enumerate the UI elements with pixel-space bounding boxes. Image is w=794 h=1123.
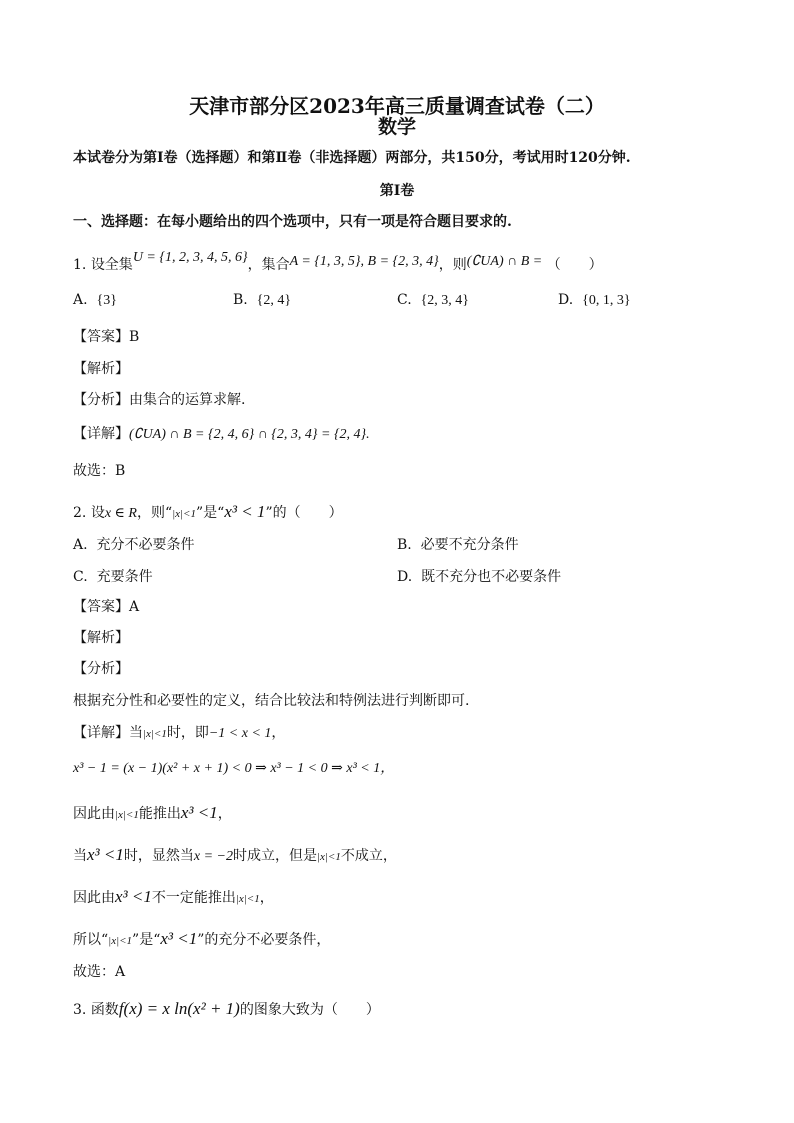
- option-key: B.: [233, 292, 248, 308]
- q3-text-a: 函数: [90, 1002, 119, 1018]
- q1-stem: [73, 250, 603, 273]
- q1-text-a: 设全集: [90, 257, 133, 273]
- detail-text: ，: [217, 806, 232, 822]
- fenxi-label: 【分析】: [73, 392, 129, 408]
- option-key: D.: [397, 569, 413, 585]
- q1-fenxi: [73, 393, 245, 407]
- detail-expr: |x|<1: [115, 809, 139, 821]
- q3-number: 3.: [73, 1002, 87, 1018]
- fenxi-text: 由集合的运算求解.: [129, 392, 246, 408]
- option-key: D.: [558, 292, 574, 308]
- q2-choose: [73, 965, 125, 979]
- choose-value: A: [115, 964, 126, 980]
- answer-value: A: [129, 599, 140, 615]
- q2-option-a: [73, 538, 194, 552]
- q1-analysis-label: 【解析】: [73, 361, 129, 377]
- choose-value: B: [115, 463, 126, 479]
- exam-intro: 本试卷分为第Ⅰ卷（选择题）和第Ⅱ卷（非选择题）两部分，共150分，考试用时120分钟.: [73, 150, 631, 166]
- q2-stem-a: 设: [90, 505, 105, 521]
- option-value: 充分不必要条件: [96, 537, 195, 553]
- option-key: C.: [397, 292, 412, 308]
- q1-number: 1.: [73, 257, 87, 273]
- q2-stem: [73, 503, 343, 521]
- q2-option-b: [397, 538, 519, 552]
- q2-stem-f: x³ < 1: [224, 502, 266, 521]
- q2-option-c: [73, 570, 153, 584]
- option-key: C.: [73, 569, 88, 585]
- detail-text: ，: [271, 725, 286, 741]
- option-value: 充要条件: [96, 569, 153, 585]
- q2-detail-line4: [73, 846, 397, 864]
- subject-title: 数学: [377, 116, 416, 138]
- q2-fenxi-text: 根据充分性和必要性的定义，结合比较法和特例法进行判断即可.: [73, 693, 470, 709]
- q1-option-a: [73, 293, 117, 308]
- detail-expr: |x|<1: [235, 893, 260, 905]
- option-key: A.: [73, 537, 88, 553]
- detail-expr: |x|<1: [108, 935, 133, 947]
- detail-expr: x³ <1: [180, 803, 218, 822]
- detail-text: 因此由: [73, 806, 115, 822]
- detail-text: 所以“: [73, 932, 109, 948]
- detail-expr: x³ <1: [115, 887, 152, 906]
- detail-text: 时成立，但是: [232, 848, 317, 864]
- q3-text-b: 的图象大致为（ ）: [239, 1002, 380, 1018]
- q2-fenxi-label: 【分析】: [73, 661, 129, 677]
- q1-option-d: [558, 293, 631, 308]
- answer-label: 【答案】: [73, 329, 129, 345]
- detail-text: ，: [259, 890, 274, 906]
- q2-number: 2.: [73, 505, 87, 521]
- q1-text-c: ，则: [438, 257, 467, 273]
- q1-choose: [73, 464, 125, 478]
- detail-expr: (∁UA) ∩ B = {2, 4, 6} ∩ {2, 3, 4} = {2, 4}.: [129, 427, 370, 442]
- detail-text: ”的充分不必要条件，: [197, 932, 331, 948]
- q2-detail-line1: [73, 726, 285, 741]
- detail-label: 【详解】: [73, 725, 129, 741]
- q2-stem-e: ”是“: [195, 505, 225, 521]
- option-key: A.: [73, 292, 88, 308]
- detail-text: 时，显然当: [123, 848, 194, 864]
- detail-text: 能推出: [138, 806, 181, 822]
- q1-expr: (∁UA) ∩ B =: [466, 254, 543, 269]
- detail-expr: −1 < x < 1: [208, 726, 272, 741]
- exam-title: 天津市部分区2023年高三质量调查试卷（二）: [189, 94, 605, 118]
- q1-set-u: U = {1, 2, 3, 4, 5, 6}: [132, 250, 248, 265]
- option-value: 必要不充分条件: [420, 537, 519, 553]
- option-value: {2, 4}: [256, 293, 292, 308]
- option-value: {0, 1, 3}: [582, 293, 631, 308]
- q2-option-d: [397, 570, 561, 584]
- q1-paren: （ ）: [546, 257, 603, 273]
- q2-detail-line5: [73, 888, 274, 905]
- q1-set-ab: A = {1, 3, 5}, B = {2, 3, 4}: [289, 254, 439, 269]
- q2-stem-d: |x|<1: [172, 508, 196, 520]
- detail-text: 不成立，: [340, 848, 397, 864]
- detail-expr: |x|<1: [316, 851, 341, 863]
- detail-expr: x³ <1: [87, 845, 124, 864]
- detail-text: 因此由: [73, 890, 115, 906]
- q2-answer: [73, 600, 139, 614]
- detail-text: 当: [129, 725, 143, 741]
- option-key: B.: [397, 537, 412, 553]
- q2-detail-line3: [73, 804, 232, 821]
- answer-label: 【答案】: [73, 599, 129, 615]
- detail-expr: x = −2: [193, 849, 233, 864]
- detail-text: ”是“: [132, 932, 161, 948]
- option-value: 既不充分也不必要条件: [421, 569, 562, 585]
- q1-detail: [73, 427, 370, 442]
- option-value: {2, 3, 4}: [420, 293, 470, 308]
- detail-text: 不一定能推出: [151, 890, 236, 906]
- q1-option-b: [233, 293, 291, 308]
- q3-expr: f(x) = x ln(x² + 1): [118, 999, 240, 1018]
- choose-label: 故选：: [73, 964, 115, 980]
- q2-detail-line2: x³ − 1 = (x − 1)(x² + x + 1) < 0 ⇒ x³ − 1 < 0 ⇒ x³ < 1，: [73, 761, 395, 776]
- detail-text: 当: [73, 848, 87, 864]
- q2-stem-c: ，则“: [136, 505, 173, 521]
- q1-option-c: [397, 293, 469, 308]
- q1-text-b: ，集合: [247, 257, 290, 273]
- detail-text: 时，即: [166, 725, 209, 741]
- answer-value: B: [129, 329, 140, 345]
- q2-detail-line6: [73, 930, 330, 947]
- q2-stem-g: ”的（ ）: [265, 505, 343, 521]
- section-heading: 一、选择题：在每小题给出的四个选项中，只有一项是符合题目要求的.: [73, 214, 512, 230]
- detail-expr: x³ <1: [160, 929, 198, 948]
- q1-answer: [73, 330, 139, 344]
- detail-expr: |x|<1: [143, 728, 167, 740]
- q2-analysis-label: 【解析】: [73, 630, 129, 646]
- option-value: {3}: [96, 293, 117, 308]
- part-title: 第Ⅰ卷: [379, 183, 415, 199]
- detail-label: 【详解】: [73, 426, 129, 442]
- q2-stem-b: x ∈ R: [104, 506, 137, 521]
- q3-stem: [73, 1000, 380, 1017]
- choose-label: 故选：: [73, 463, 115, 479]
